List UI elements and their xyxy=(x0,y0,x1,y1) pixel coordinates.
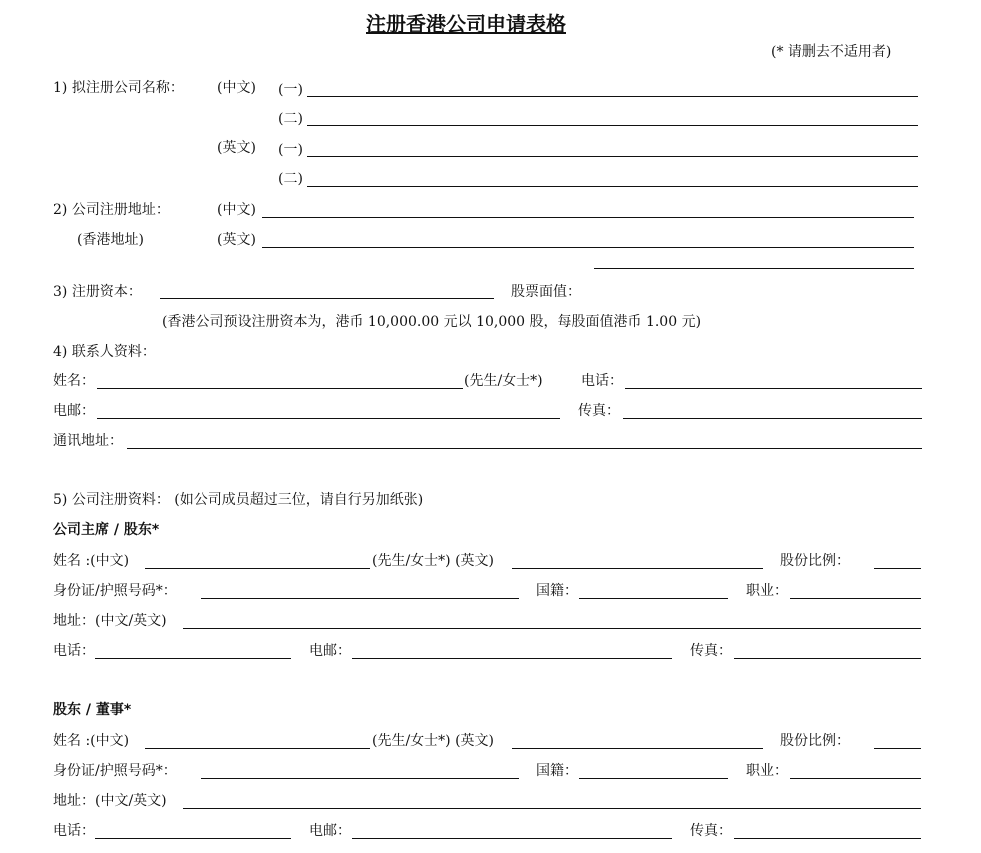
member-name-cn-field[interactable] xyxy=(145,568,370,569)
share-ratio-field[interactable] xyxy=(874,748,921,749)
page-title: 注册香港公司申请表格 xyxy=(366,12,566,36)
section-5-label: 5) 公司注册资料： (如公司成员超过三位，请自行另加纸张) xyxy=(53,492,424,508)
contact-fax-field[interactable] xyxy=(623,418,922,419)
company-name-en-label: (英文) xyxy=(217,140,256,156)
contact-email-field[interactable] xyxy=(97,418,560,419)
section-3-label: 3) 注册资本： xyxy=(53,284,142,300)
member-address-label: 地址：(中文/英文) xyxy=(53,613,167,629)
member-name-en-field[interactable] xyxy=(512,748,763,749)
item-one-label: (一) xyxy=(278,142,303,158)
member-address-field[interactable] xyxy=(183,808,921,809)
contact-fax-label: 传真： xyxy=(578,403,620,419)
member-name-cn-field[interactable] xyxy=(145,748,370,749)
member-name-label: 姓名 :(中文) xyxy=(53,733,130,749)
address-cn-label: (中文) xyxy=(217,202,256,218)
hk-address-note: (香港地址) xyxy=(77,232,144,248)
address-en-label: (英文) xyxy=(217,232,256,248)
contact-phone-field[interactable] xyxy=(625,388,922,389)
note-delete-inapplicable: (* 请删去不适用者) xyxy=(771,44,892,60)
id-passport-field[interactable] xyxy=(201,778,519,779)
member-email-label: 电邮： xyxy=(309,643,351,659)
par-value-label: 股票面值： xyxy=(511,284,581,300)
id-passport-label: 身份证/护照号码*： xyxy=(53,763,177,779)
section-2-label: 2) 公司注册地址： xyxy=(53,202,170,218)
chairman-shareholder-heading: 公司主席 / 股东* xyxy=(53,522,160,538)
nationality-label: 国籍： xyxy=(536,583,578,599)
contact-email-label: 电邮： xyxy=(53,403,95,419)
member-fax-label: 传真： xyxy=(690,823,732,839)
honorific-en-label: (先生/女士*) (英文) xyxy=(372,553,495,569)
member-email-label: 电邮： xyxy=(309,823,351,839)
member-name-en-field[interactable] xyxy=(512,568,763,569)
member-phone-label: 电话： xyxy=(53,643,95,659)
member-phone-field[interactable] xyxy=(95,658,291,659)
nationality-field[interactable] xyxy=(579,778,728,779)
capital-default-note: (香港公司预设注册资本为，港币 10,000.00 元以 10,000 股，每股面值港币 1.00 元) xyxy=(162,314,702,330)
member-fax-label: 传真： xyxy=(690,643,732,659)
company-name-en-1-field[interactable] xyxy=(307,156,918,157)
company-name-en-2-field[interactable] xyxy=(307,186,918,187)
member-fax-field[interactable] xyxy=(734,838,921,839)
company-name-cn-label: (中文) xyxy=(217,80,256,96)
member-phone-field[interactable] xyxy=(95,838,291,839)
address-extra-field[interactable] xyxy=(594,268,914,269)
occupation-field[interactable] xyxy=(790,778,921,779)
section-4-label: 4) 联系人资料： xyxy=(53,344,156,360)
item-two-label: (二) xyxy=(278,171,303,187)
contact-phone-label: 电话： xyxy=(581,373,623,389)
nationality-label: 国籍： xyxy=(536,763,578,779)
member-email-field[interactable] xyxy=(352,658,672,659)
member-address-label: 地址：(中文/英文) xyxy=(53,793,167,809)
registered-capital-field[interactable] xyxy=(160,298,494,299)
share-ratio-label: 股份比例： xyxy=(780,553,850,569)
contact-address-field[interactable] xyxy=(127,448,922,449)
occupation-field[interactable] xyxy=(790,598,921,599)
item-two-label: (二) xyxy=(278,111,303,127)
nationality-field[interactable] xyxy=(579,598,728,599)
share-ratio-label: 股份比例： xyxy=(780,733,850,749)
member-address-field[interactable] xyxy=(183,628,921,629)
item-one-label: (一) xyxy=(278,82,303,98)
company-name-cn-1-field[interactable] xyxy=(307,96,918,97)
honorific-label: (先生/女士*) xyxy=(464,373,543,389)
contact-name-field[interactable] xyxy=(97,388,463,389)
address-en-field[interactable] xyxy=(262,247,914,248)
id-passport-field[interactable] xyxy=(201,598,519,599)
member-name-label: 姓名 :(中文) xyxy=(53,553,130,569)
honorific-en-label: (先生/女士*) (英文) xyxy=(372,733,495,749)
company-name-cn-2-field[interactable] xyxy=(307,125,918,126)
address-cn-field[interactable] xyxy=(262,217,914,218)
member-fax-field[interactable] xyxy=(734,658,921,659)
section-1-label: 1) 拟注册公司名称： xyxy=(53,80,184,96)
id-passport-label: 身份证/护照号码*： xyxy=(53,583,177,599)
share-ratio-field[interactable] xyxy=(874,568,921,569)
member-email-field[interactable] xyxy=(352,838,672,839)
shareholder-director-heading: 股东 / 董事* xyxy=(53,702,132,718)
member-phone-label: 电话： xyxy=(53,823,95,839)
contact-name-label: 姓名： xyxy=(53,373,95,389)
occupation-label: 职业： xyxy=(746,763,788,779)
occupation-label: 职业： xyxy=(746,583,788,599)
contact-address-label: 通讯地址： xyxy=(53,433,123,449)
